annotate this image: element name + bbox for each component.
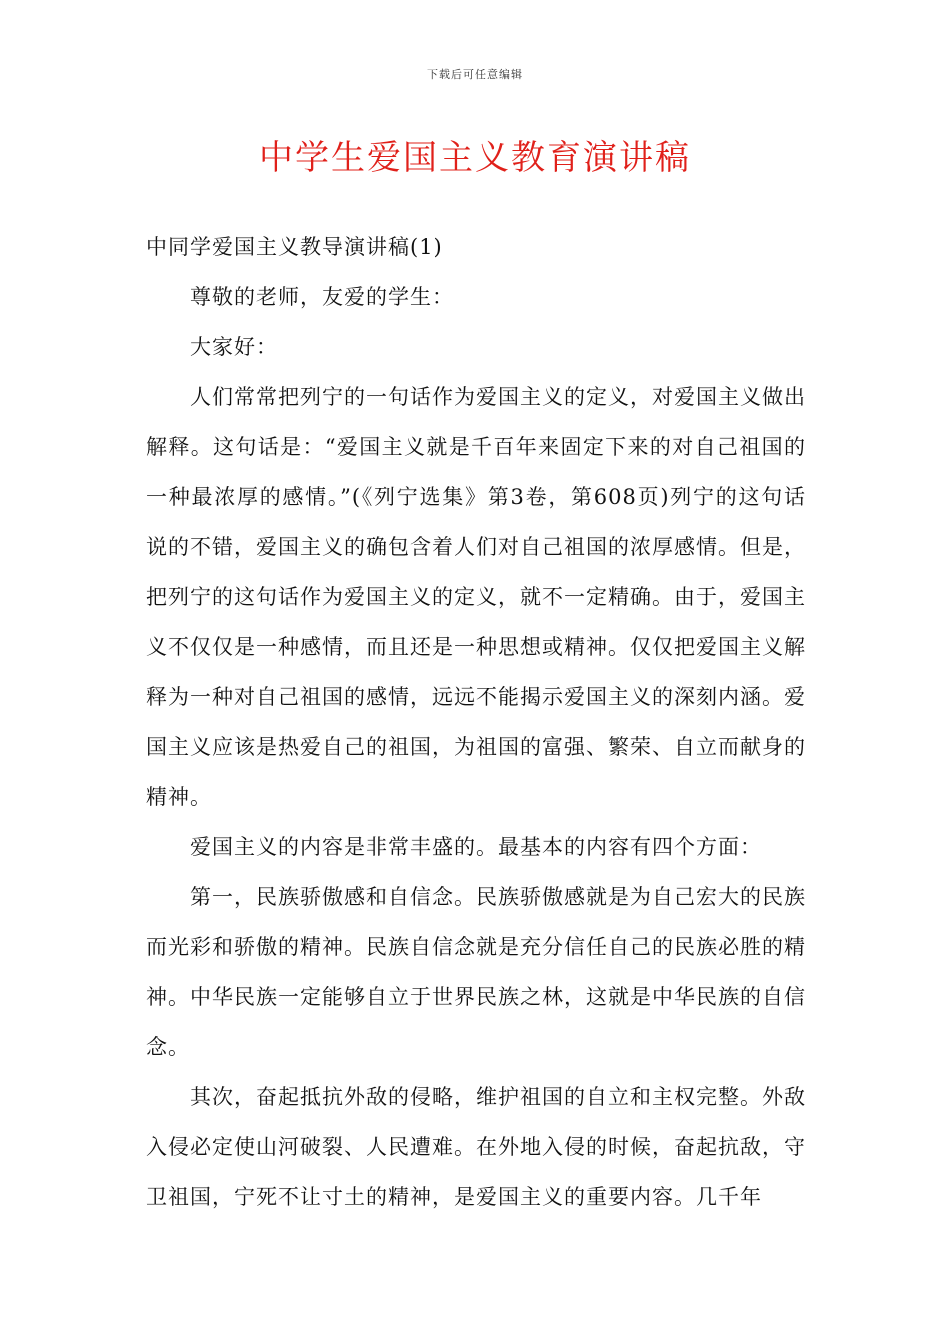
paragraph-second-point: 其次，奋起抵抗外敌的侵略，维护祖国的自立和主权完整。外敌入侵必定使山河破裂、人民遭难。在外地入侵的时候，奋起抗敌，守卫祖国，宁死不让寸土的精神，是爱国主义的重要内容。几千年 xyxy=(146,1085,806,1209)
paragraph-content-intro: 爱国主义的内容是非常丰盛的。最基本的内容有四个方面： xyxy=(190,835,762,859)
paragraph-first-point: 第一，民族骄傲感和自信念。民族骄傲感就是为自己宏大的民族而光彩和骄傲的精神。民族自信念就是充分信任自己的民族必胜的精神。中华民族一定能够自立于世界民族之林，这就是中华民族的自信念。 xyxy=(146,885,806,1059)
paragraph-definition: 人们常常把列宁的一句话作为爱国主义的定义，对爱国主义做出解释。这句话是：“爱国主义就是千百年来固定下来的对自己祖国的一种最浓厚的感情。”(《列宁选集》第3卷，第608页)列宁的这句话说的不错，爱国主义的确包含着人们对自己祖国的浓厚感情。但是，把列宁的这句话作为爱国主义的定义，就不一定精确。由于，爱国主义不仅仅是一种感情，而且还是一种思想或精神。仅仅把爱国主义解释为一种对自己祖国的感情，远远不能揭示爱国主义的深刻内涵。爱国主义应该是热爱自己的祖国，为祖国的富强、繁荣、自立而献身的精神。 xyxy=(146,385,806,809)
document-body xyxy=(146,222,806,1222)
paragraph-greeting: 尊敬的老师，友爱的学生： xyxy=(190,285,454,309)
document-subtitle: 中同学爱国主义教导演讲稿(1) xyxy=(146,235,443,259)
document-title: 中学生爱国主义教育演讲稿 xyxy=(259,138,691,178)
header-note: 下载后可任意编辑 xyxy=(427,68,523,81)
paragraph-hello: 大家好： xyxy=(190,335,278,359)
